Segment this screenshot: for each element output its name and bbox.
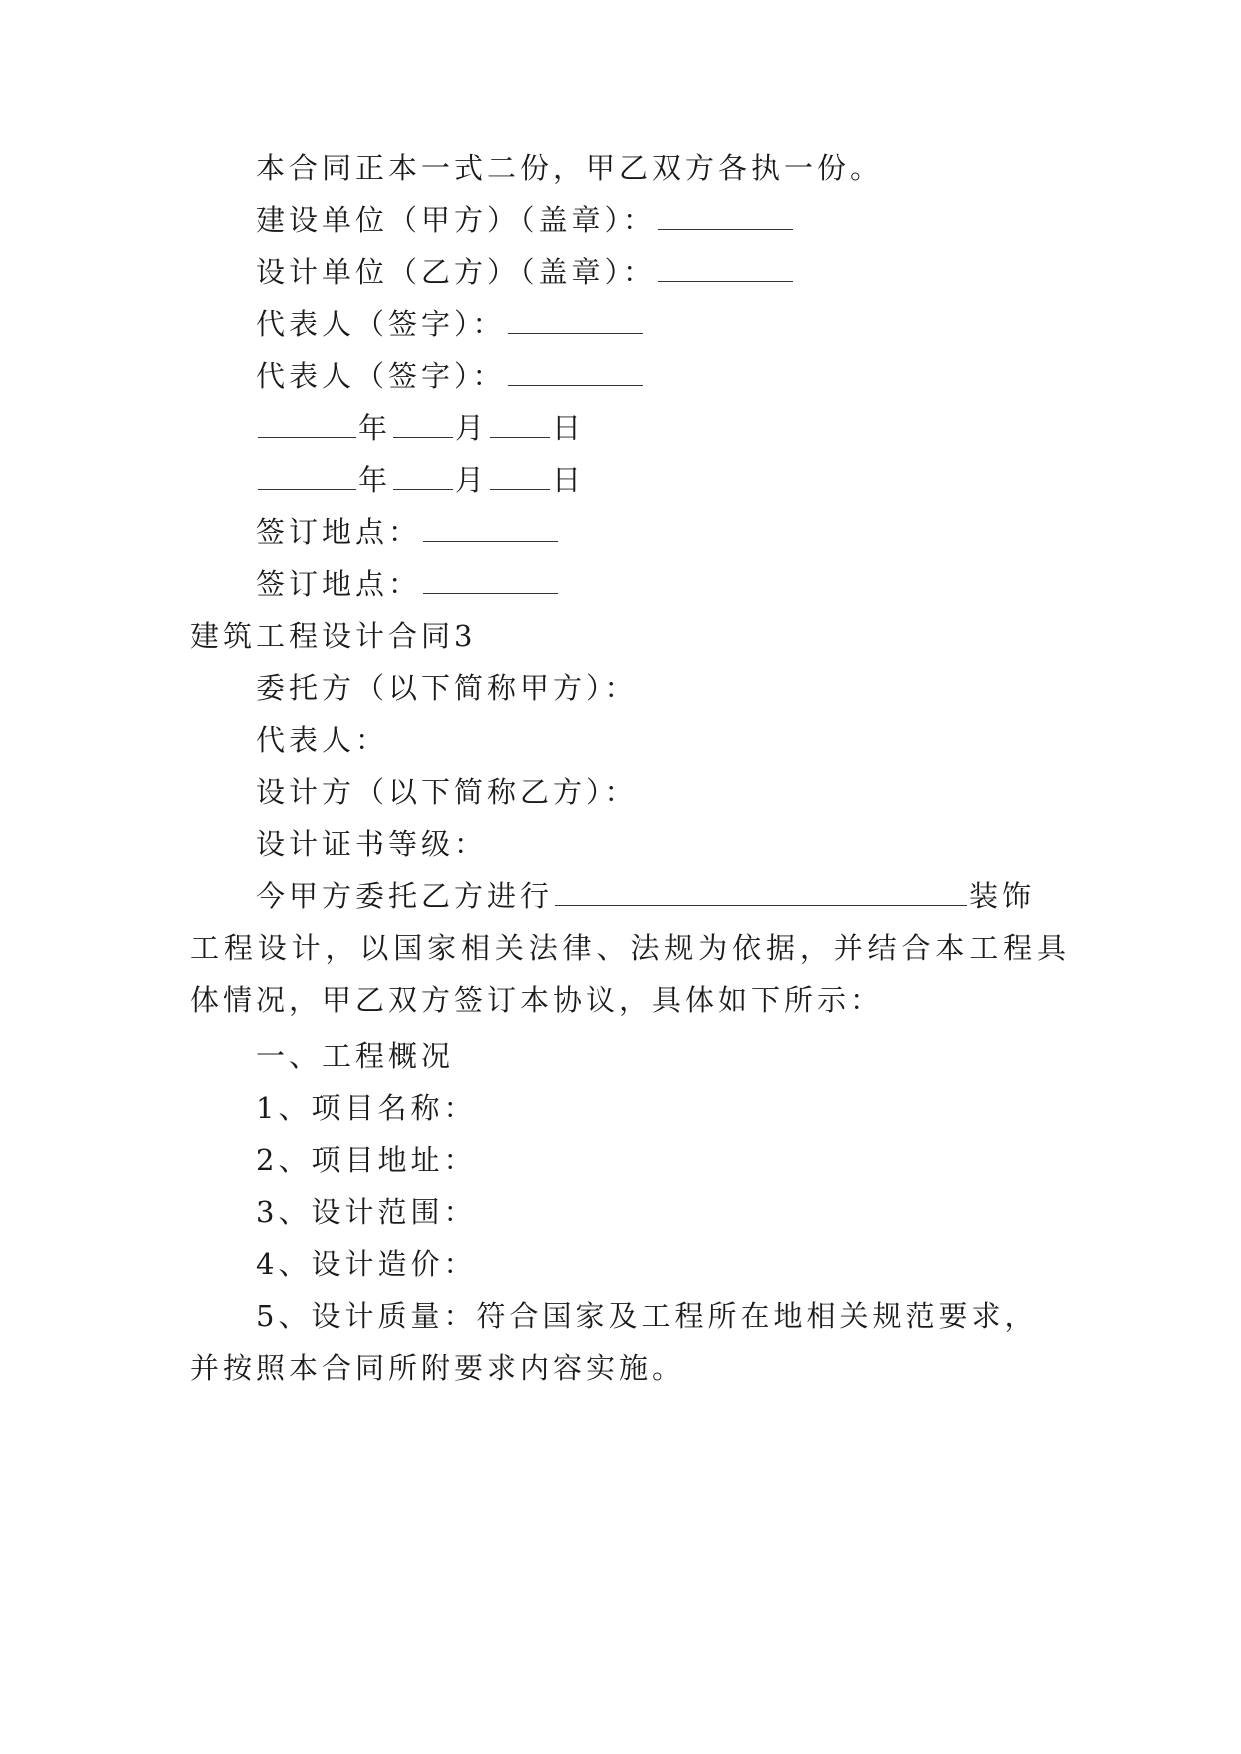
date-line: 年 月 日 (256, 408, 1136, 448)
body-paragraph-line: 体情况，甲乙双方签订本协议，具体如下所示： (190, 983, 884, 1017)
blank-field (258, 461, 356, 490)
blank-field (490, 409, 550, 438)
commission-line: 今甲方委托乙方进行 装饰 (256, 879, 1036, 913)
client-representative-line: 代表人： (256, 723, 389, 757)
designer-line: 设计方（以下简称乙方）： (256, 775, 638, 809)
blank-field (658, 201, 793, 230)
blank-field (555, 877, 967, 906)
party-a-seal-line: 建设单位（甲方）（盖章）： (256, 200, 1136, 240)
list-item: 5、设计质量：符合国家及工程所在地相关规范要求， (256, 1299, 1038, 1333)
signing-place-line: 签订地点： (256, 564, 1136, 604)
party-b-seal-line: 设计单位（乙方）（盖章）： (256, 252, 1136, 292)
date-line: 年 月 日 (256, 460, 1136, 500)
list-item: 2、项目地址： (256, 1143, 477, 1177)
blank-field (490, 461, 550, 490)
copies-clause: 本合同正本一式二份，甲乙双方各执一份。 (256, 151, 884, 185)
certificate-grade-line: 设计证书等级： (256, 827, 488, 861)
client-line: 委托方（以下简称甲方）： (256, 671, 638, 705)
section-heading: 一、工程概况 (256, 1039, 455, 1073)
blank-field (423, 513, 558, 542)
section-title: 建筑工程设计合同3 (190, 619, 477, 653)
list-item: 3、设计范围： (256, 1195, 477, 1229)
body-paragraph-line: 并按照本合同所附要求内容实施。 (190, 1351, 686, 1385)
blank-field (393, 409, 453, 438)
blank-field (258, 409, 356, 438)
blank-field (393, 461, 453, 490)
list-item: 1、项目名称： (256, 1091, 477, 1125)
blank-field (508, 305, 643, 334)
blank-field (658, 253, 793, 282)
representative-sign-line: 代表人（签字）： (256, 304, 1136, 344)
representative-sign-line: 代表人（签字）： (256, 356, 1136, 396)
body-paragraph-line: 工程设计，以国家相关法律、法规为依据，并结合本工程具 (190, 931, 1070, 965)
blank-field (508, 357, 643, 386)
signing-place-line: 签订地点： (256, 512, 1136, 552)
list-item: 4、设计造价： (256, 1247, 477, 1281)
blank-field (423, 565, 558, 594)
